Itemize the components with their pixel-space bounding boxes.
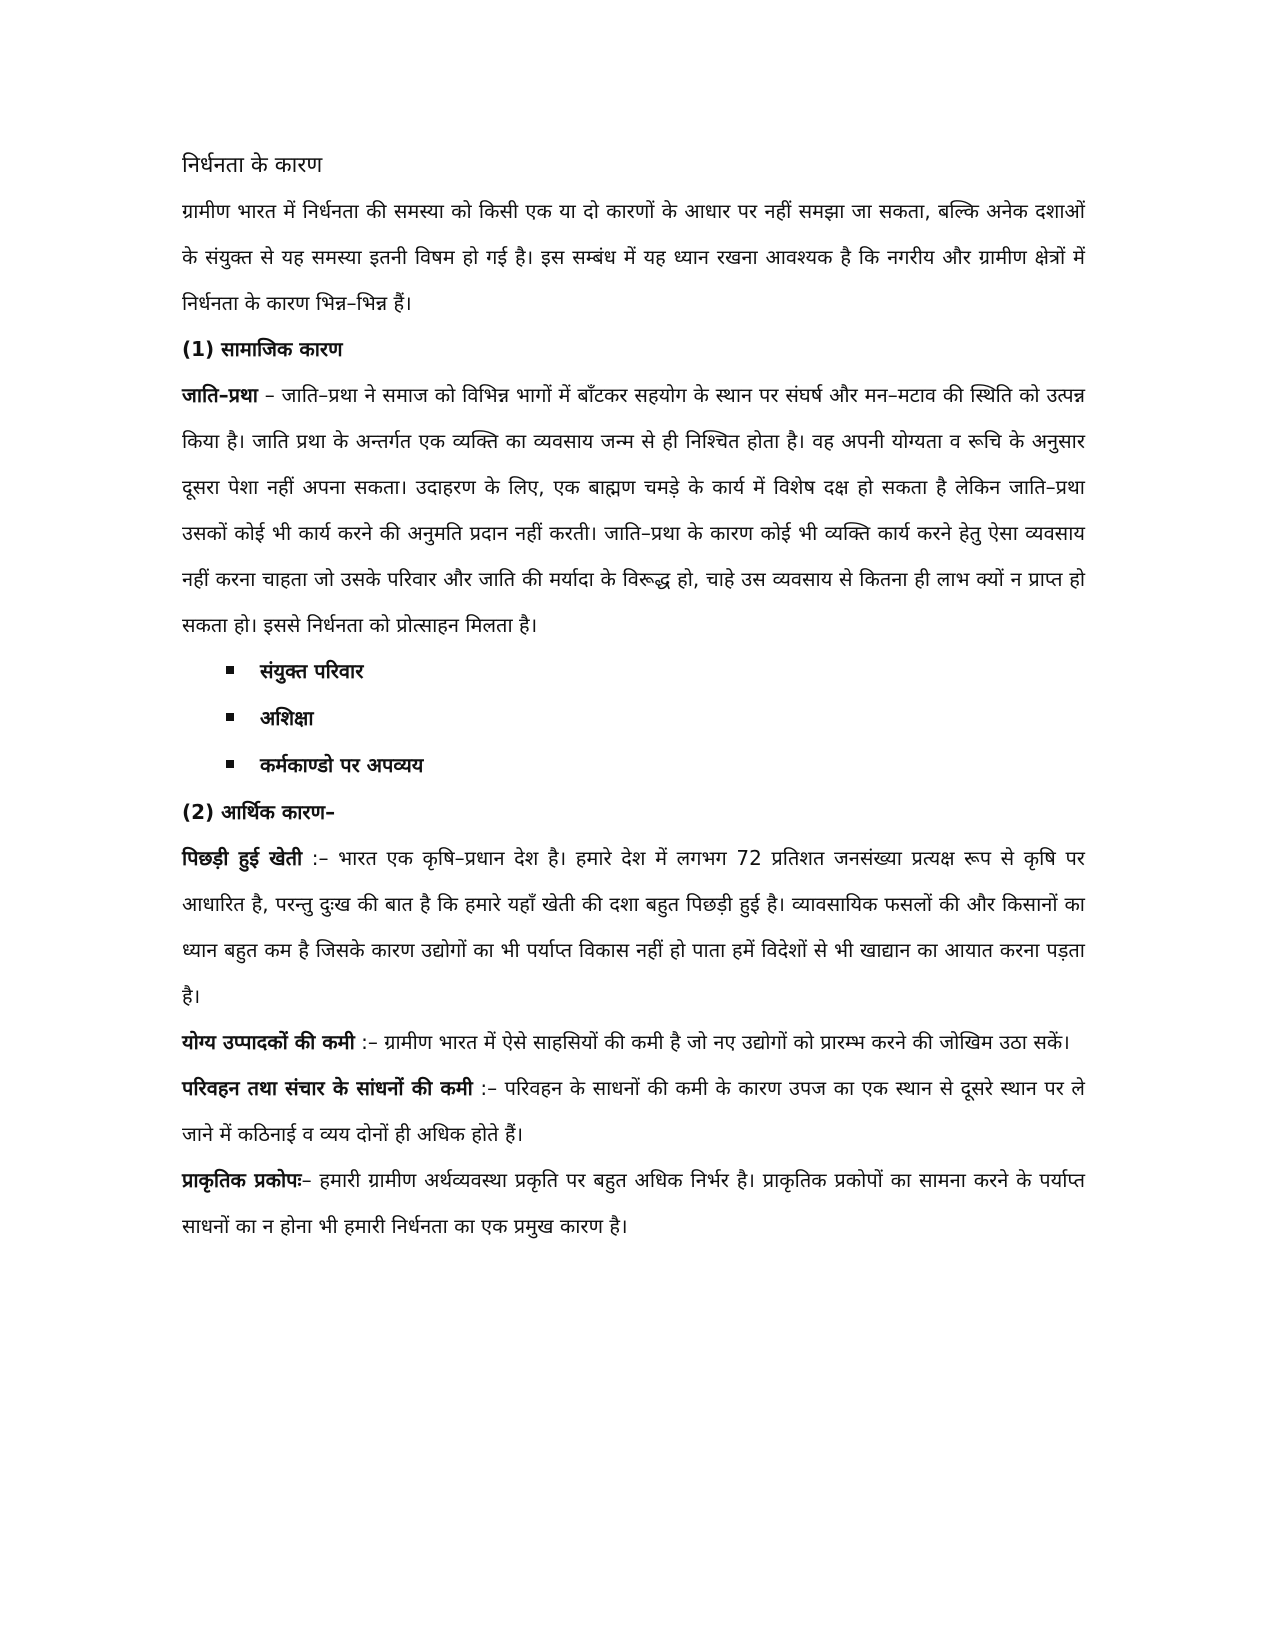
- paragraph-term: योग्य उप्पादकों की कमी: [182, 1030, 355, 1054]
- paragraph-text: :– परिवहन के साधनों की कमी के कारण उपज का एक स्थान से दूसरे स्थान पर ले जाने में कठिनाई व व्यय दोनों ही अधिक होते हैं।: [182, 1076, 1085, 1146]
- paragraph-text: :– भारत एक कृषि–प्रधान देश है। हमारे देश में लगभग 72 प्रतिशत जनसंख्या प्रत्यक्ष रूप से कृषि पर आधारित है, परन्तु दुःख की बात है कि हमारे यहाँ खेती की दशा बहुत पिछड़ी हुई है। व्यावसायिक फसलों की और किसानों का ध्यान बहुत कम है जिसके कारण उद्योगों का भी पर्याप्त विकास नहीं हो पाता हमें विदेशों से भी खाद्यान का आयात करना पड़ता है।: [182, 846, 1085, 1008]
- section-heading-social: (1) सामाजिक कारण: [182, 337, 343, 361]
- square-bullet-icon: [226, 760, 234, 768]
- economic-paragraph-natural-calamities: [182, 1157, 1085, 1249]
- list-item-label: कर्मकाण्डो पर अपव्यय: [260, 753, 424, 777]
- section-heading-economic: (2) आर्थिक कारण–: [182, 800, 336, 824]
- list-item-label: अशिक्षा: [260, 706, 314, 730]
- square-bullet-icon: [226, 713, 234, 721]
- social-causes-list: [182, 648, 1085, 789]
- list-item: [226, 695, 1085, 742]
- list-item: [226, 648, 1085, 695]
- page-title: निर्धनता के कारण: [182, 153, 323, 178]
- paragraph-text: – हमारी ग्रामीण अर्थव्यवस्था प्रकृति पर बहुत अधिक निर्भर है। प्राकृतिक प्रकोपों का सामना करने के पर्याप्त साधनों का न होना भी हमारी निर्धनता का एक प्रमुख कारण है।: [182, 1168, 1085, 1238]
- list-item-label: संयुक्त परिवार: [260, 659, 364, 683]
- economic-paragraph-agriculture: [182, 835, 1085, 1019]
- caste-paragraph: [182, 372, 1085, 648]
- caste-term: जाति–प्रथा: [182, 383, 258, 407]
- caste-text: – जाति–प्रथा ने समाज को विभिन्न भागों में बाँटकर सहयोग के स्थान पर संघर्ष और मन–मटाव की स्थिति को उत्पन्न किया है। जाति प्रथा के अन्तर्गत एक व्यक्ति का व्यवसाय जन्म से ही निश्चित होता है। वह अपनी योग्यता व रूचि के अनुसार दूसरा पेशा नहीं अपना सकता। उदाहरण के लिए, एक बाह्मण चमड़े के कार्य में विशेष दक्ष हो सकता है लेकिन जाति–प्रथा उसकों कोई भी कार्य करने की अनुमति प्रदान नहीं करती। जाति–प्रथा के कारण कोई भी व्यक्ति कार्य करने हेतु ऐसा व्यवसाय नहीं करना चाहता जो उसके परिवार और जाति की मर्यादा के विरूद्ध हो, चाहे उस व्यवसाय से कितना ही लाभ क्यों न प्राप्त हो सकता हो। इससे निर्धनता को प्रोत्साहन मिलता है।: [182, 383, 1085, 637]
- paragraph-text: :– ग्रामीण भारत में ऐसे साहसियों की कमी है जो नए उद्योगों को प्रारम्भ करने की जोखिम उठा सकें।: [354, 1030, 1070, 1054]
- square-bullet-icon: [226, 666, 234, 674]
- document-body: [182, 148, 1085, 1249]
- economic-paragraph-transport: [182, 1065, 1085, 1157]
- paragraph-term: पिछड़ी हुई खेती: [182, 846, 303, 870]
- paragraph-term: प्राकृतिक प्रकोपः: [182, 1168, 302, 1192]
- list-item: [226, 742, 1085, 789]
- paragraph-term: परिवहन तथा संचार के सांधनों की कमी: [182, 1076, 473, 1100]
- economic-paragraph-entrepreneurs: [182, 1019, 1085, 1065]
- intro-paragraph: ग्रामीण भारत में निर्धनता की समस्या को किसी एक या दो कारणों के आधार पर नहीं समझा जा सकता, बल्कि अनेक दशाओं के संयुक्त से यह समस्या इतनी विषम हो गई है। इस सम्बंध में यह ध्यान रखना आवश्यक है कि नगरीय और ग्रामीण क्षेत्रों में निर्धनता के कारण भिन्न–भिन्न हैं।: [182, 199, 1085, 315]
